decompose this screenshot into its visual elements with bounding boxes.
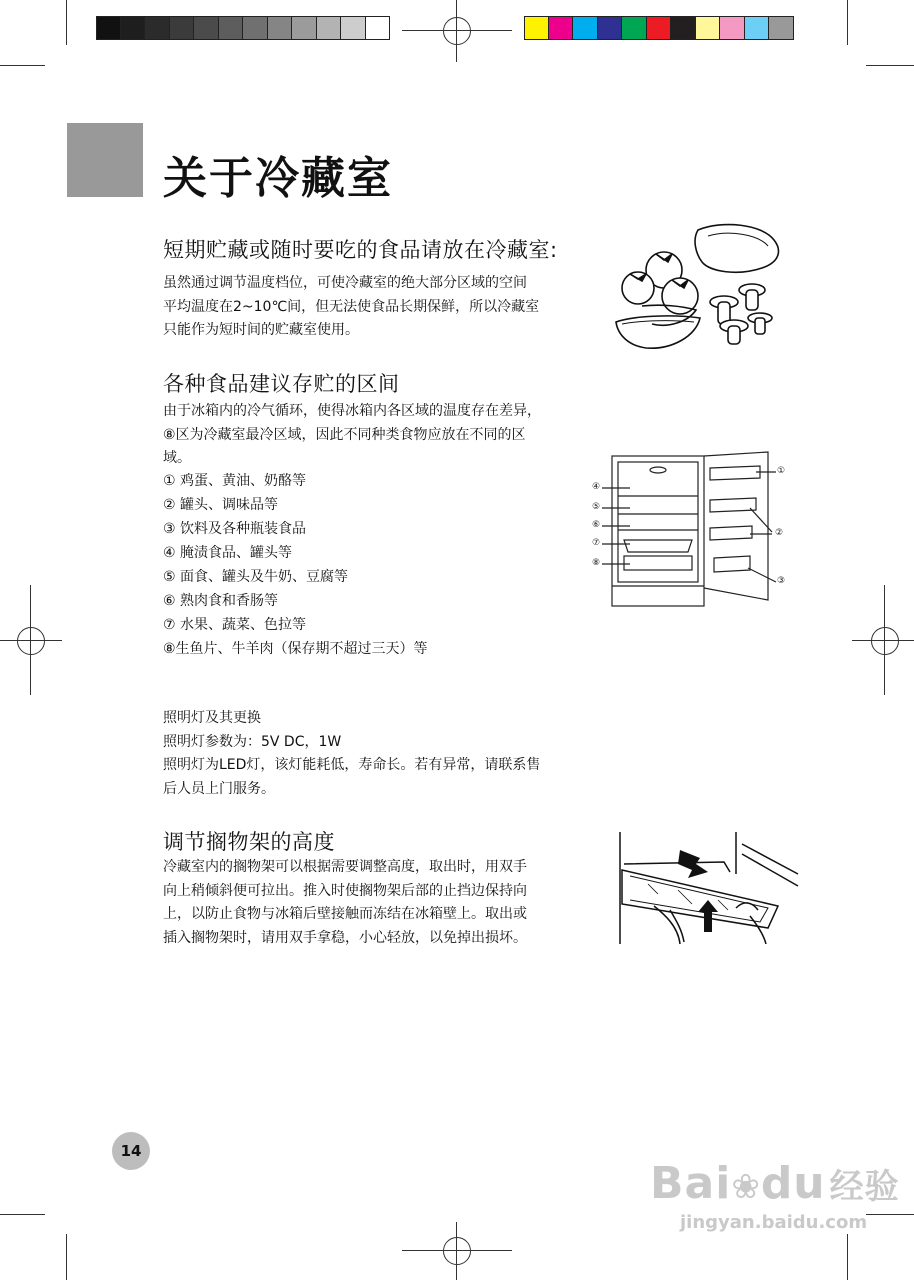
calibration-swatch (219, 16, 244, 40)
watermark-brand: Bai (650, 1158, 732, 1209)
zone-label: ⑦ (592, 538, 601, 548)
crop-mark (847, 1234, 848, 1280)
page-number: 14 (112, 1132, 150, 1170)
zone-label: ⑤ (592, 502, 601, 512)
calibration-swatch (170, 16, 195, 40)
list-item: ⑧生鱼片、牛羊肉（保存期不超过三天）等 (163, 641, 428, 657)
crop-mark (0, 65, 45, 66)
text-line: 由于冰箱内的冷气循环，使得冰箱内各区域的温度存在差异， (163, 403, 541, 419)
text-line: 冷藏室内的搁物架可以根据需要调整高度，取出时，用双手 (163, 859, 527, 875)
calibration-swatch (121, 16, 146, 40)
list-item: ⑦ 水果、蔬菜、色拉等 (163, 617, 307, 633)
calibration-swatch (720, 16, 745, 40)
section1-paragraph (163, 272, 593, 343)
section3-lighting (163, 707, 593, 801)
meat-piece (695, 225, 778, 273)
color-calibration-bar (524, 16, 794, 40)
fridge-zone-diagram (590, 448, 790, 608)
watermark-brand: 经验 (829, 1167, 900, 1207)
calibration-swatch (194, 16, 219, 40)
watermark-brand: du (760, 1158, 826, 1209)
food-zone-list (163, 469, 428, 661)
calibration-swatch (366, 16, 391, 40)
baidu-watermark-logo (650, 1158, 900, 1209)
grayscale-calibration-bar (96, 16, 390, 40)
calibration-swatch (268, 16, 293, 40)
text-line: 域。 (163, 450, 191, 466)
crop-mark (866, 1214, 914, 1215)
calibration-swatch (549, 16, 574, 40)
food-illustration (612, 218, 792, 358)
list-item: ⑤ 面食、罐头及牛奶、豆腐等 (163, 569, 349, 585)
text-line: 照明灯及其更换 (163, 710, 261, 726)
zone-label: ④ (592, 482, 601, 492)
calibration-swatch (622, 16, 647, 40)
page-title: 关于冷藏室 (163, 153, 393, 204)
crop-mark (66, 0, 67, 45)
calibration-swatch (145, 16, 170, 40)
calibration-swatch (671, 16, 696, 40)
text-line: 向上稍倾斜便可拉出。推入时使搁物架后部的止挡边保持向 (163, 882, 527, 899)
calibration-swatch (598, 16, 623, 40)
calibration-swatch (243, 16, 268, 40)
paw-icon: ❀ (731, 1167, 761, 1207)
calibration-swatch (696, 16, 721, 40)
text-line: 照明灯为LED灯，该灯能耗低，寿命长。若有异常，请联系售 (163, 757, 541, 773)
calibration-swatch (647, 16, 672, 40)
text-line: 后人员上门服务。 (163, 780, 275, 797)
watermark-url: jingyan.baidu.com (680, 1212, 868, 1233)
calibration-swatch (292, 16, 317, 40)
zone-label: ⑧ (592, 558, 601, 568)
calibration-swatch (573, 16, 598, 40)
crop-mark (66, 1234, 67, 1280)
list-item: ④ 腌渍食品、罐头等 (163, 545, 293, 561)
calibration-swatch (769, 16, 794, 40)
text-line: 上，以防止食物与冰箱后壁接触而冻结在冰箱壁上。取出或 (163, 906, 527, 922)
crop-mark (0, 1214, 45, 1215)
section2-intro (163, 400, 593, 471)
arrow-in-icon (678, 850, 708, 878)
section4-paragraph (163, 856, 593, 950)
text-line: 虽然通过调节温度档位，可使冷藏室的绝大部分区域的空间 (163, 275, 527, 291)
crop-mark (847, 0, 848, 45)
shelf-adjust-illustration (618, 830, 800, 946)
crop-mark (866, 65, 914, 66)
text-line: 只能作为短时间的贮藏室使用。 (163, 322, 359, 338)
text-line: 照明灯参数为：5V DC，1W (163, 733, 342, 750)
tomato (622, 272, 654, 304)
list-item: ① 鸡蛋、黄油、奶酪等 (163, 473, 307, 489)
list-item: ③ 饮料及各种瓶装食品 (163, 521, 307, 537)
text-line: ⑧区为冷藏室最冷区域，因此不同种类食物应放在不同的区 (163, 426, 526, 443)
list-item: ⑥ 熟肉食和香肠等 (163, 593, 279, 609)
section2-heading: 各种食品建议存贮的区间 (163, 372, 400, 396)
text-line: 平均温度在2~10℃间，但无法使食品长期保鲜，所以冷藏室 (163, 298, 540, 315)
calibration-swatch (745, 16, 770, 40)
calibration-swatch (341, 16, 366, 40)
calibration-swatch (317, 16, 342, 40)
chapter-tab-block (67, 123, 143, 197)
list-item: ② 罐头、调味品等 (163, 497, 279, 513)
text-line: 插入搁物架时，请用双手拿稳，小心轻放，以免掉出损坏。 (163, 929, 527, 946)
zone-label: ③ (777, 576, 786, 586)
calibration-swatch (96, 16, 121, 40)
zone-label: ② (775, 528, 784, 538)
zone-label: ⑥ (592, 520, 601, 530)
calibration-swatch (524, 16, 549, 40)
zone-label: ① (777, 466, 786, 476)
section1-heading: 短期贮藏或随时要吃的食品请放在冷藏室: (163, 238, 558, 262)
section4-heading: 调节搁物架的高度 (163, 830, 335, 854)
